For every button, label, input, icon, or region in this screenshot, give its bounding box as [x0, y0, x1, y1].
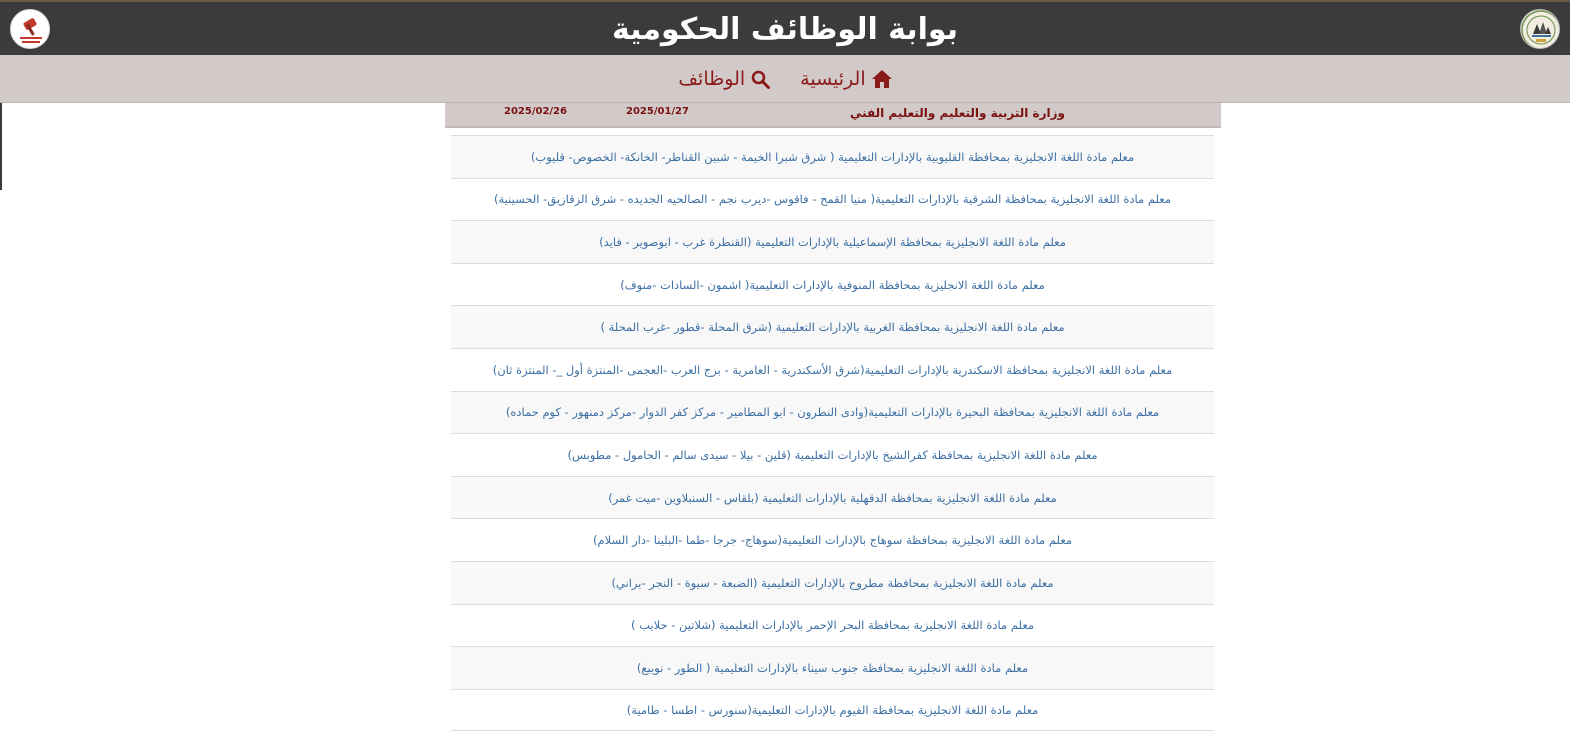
site-header	[0, 0, 1570, 55]
search-icon	[751, 70, 770, 89]
job-link[interactable]: معلم مادة اللغة الانجليزية بمحافظة الدقهلية بالإدارات التعليمية (بلقاس - السنبلاوين -ميت غمر)	[451, 476, 1214, 519]
end-date: 2025/02/26	[504, 106, 567, 117]
government-emblem-icon[interactable]	[1520, 9, 1560, 49]
nav-item-jobs[interactable]	[678, 68, 770, 90]
jobs-list	[451, 135, 1214, 731]
job-link[interactable]: معلم مادة اللغة الانجليزية بمحافظة البحر الإحمر بالإدارات التعليمية (شلاتين - حلايب )	[451, 604, 1214, 647]
job-link[interactable]: معلم مادة اللغة الانجليزية بمحافظة الغربية بالإدارات التعليمية (شرق المحلة -قطور -غرب المحلة )	[451, 305, 1214, 348]
job-link[interactable]: معلم مادة اللغة الانجليزية بمحافظة الفيوم بالإدارات التعليمية(سنورس - اطسا - طامية)	[451, 689, 1214, 732]
ministry-name: وزارة التربية والتعليم والتعليم الفني	[849, 106, 1065, 120]
nav-item-home-label: الرئيسية	[800, 68, 866, 90]
job-link[interactable]: معلم مادة اللغة الانجليزية بمحافظة البحيرة بالإدارات التعليمية(وادى النطرون - ابو المطامير - مركز كفر الدوار -مركز دمنهور - كوم حماده)	[451, 391, 1214, 434]
job-link[interactable]: معلم مادة اللغة الانجليزية بمحافظة كفرالشيخ بالإدارات التعليمية (قلين - بيلا - سيدى سالم - الحامول - مطوبس)	[451, 433, 1214, 476]
job-link[interactable]: معلم مادة اللغة الانجليزية بمحافظة الاسكندرية بالإدارات التعليمية(شرق الأسكندرية - العامرية - برج العرب -العجمى -المنتزة أول _- المنتزة ثان)	[451, 348, 1214, 391]
job-link[interactable]: معلم مادة اللغة الانجليزية بمحافظة مطروح بالإدارات التعليمية (الضبعة - سيوة - النجر -براني)	[451, 561, 1214, 604]
nav-item-home[interactable]	[800, 68, 891, 90]
start-date: 2025/01/27	[626, 106, 689, 117]
job-link[interactable]: معلم مادة اللغة الانجليزية بمحافظة الشرقية بالإدارات التعليمية( منيا القمح - فاقوس -ديرب نجم - الصالحيه الجديده - شرق الزقازيق- الحسينية)	[451, 178, 1214, 221]
home-icon	[872, 70, 892, 88]
announcement-meta-bar	[445, 103, 1221, 128]
job-link[interactable]: معلم مادة اللغة الانجليزية بمحافظة القليوبية بالإدارات التعليمية ( شرق شبرا الخيمة - شبين القناطر- الخانكة- الخصوص- قليوب)	[451, 135, 1214, 178]
job-link[interactable]: معلم مادة اللغة الانجليزية بمحافظة المنوفية بالإدارات التعليمية( اشمون -السادات -منوف)	[451, 263, 1214, 306]
job-link[interactable]: معلم مادة اللغة الانجليزية بمحافظة الإسماعيلية بالإدارات التعليمية (القنطرة غرب - ابوصوير - فايد)	[451, 220, 1214, 263]
job-link[interactable]: معلم مادة اللغة الانجليزية بمحافظة جنوب سيناء بالإدارات التعليمية ( الطور - نويبع)	[451, 646, 1214, 689]
nav-item-jobs-label: الوظائف	[678, 68, 746, 90]
job-link[interactable]: معلم مادة اللغة الانجليزية بمحافظة سوهاج بالإدارات التعليمية(سوهاج- جرجا -طما -البلينا -دار السلام)	[451, 518, 1214, 561]
page-title: بوابة الوظائف الحكومية	[611, 12, 958, 47]
main-navbar	[0, 55, 1570, 103]
